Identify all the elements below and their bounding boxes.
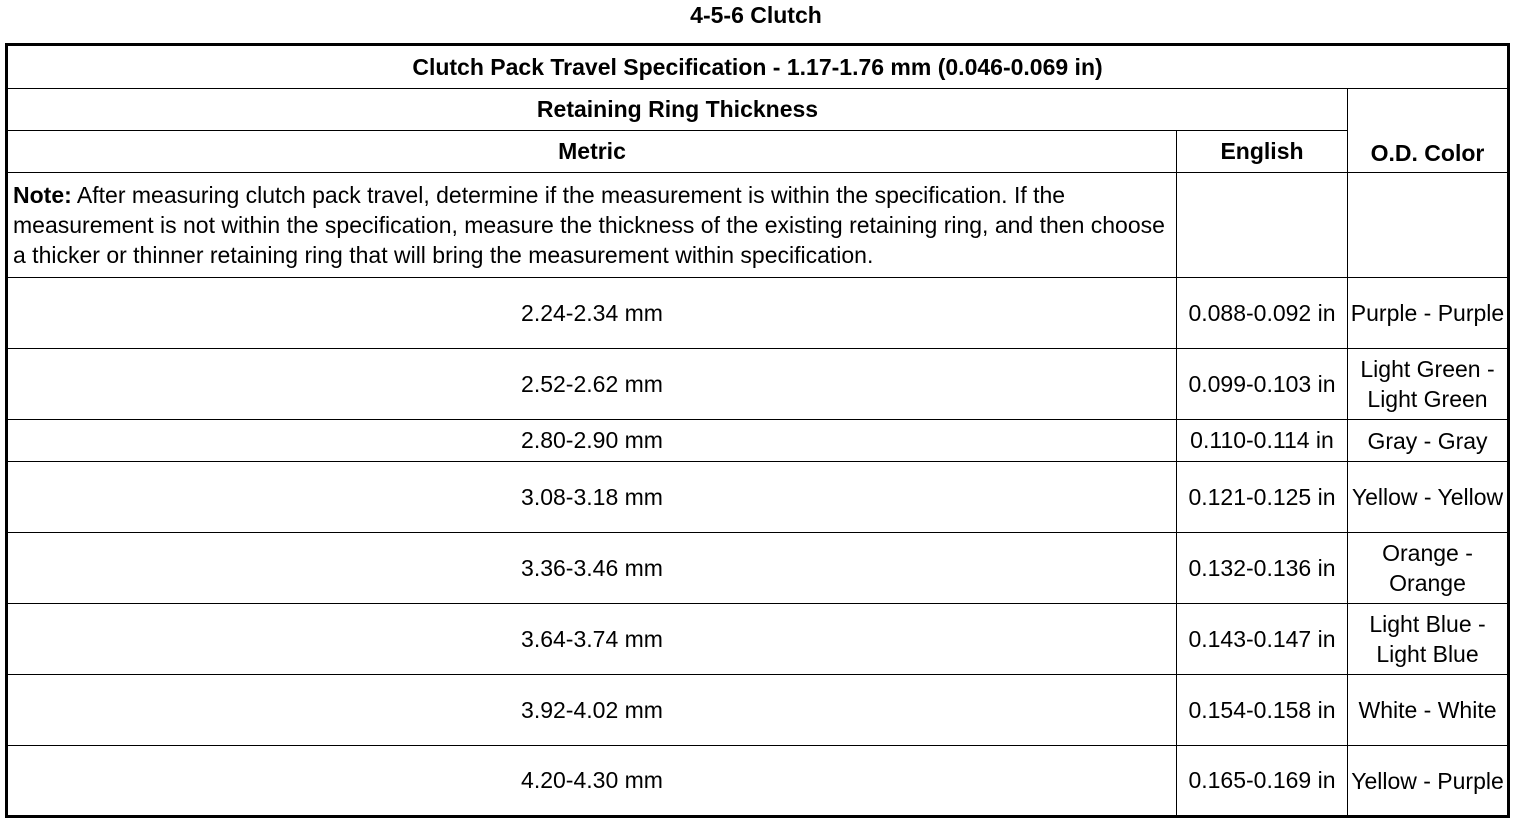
column-header-metric: Metric: [7, 131, 1177, 173]
english-cell: 0.165-0.169 in: [1177, 746, 1348, 817]
note-empty-cell: [1348, 173, 1509, 278]
metric-cell: 3.08-3.18 mm: [7, 462, 1177, 533]
table-row: [7, 604, 1509, 675]
note-cell: [7, 173, 1177, 278]
retaining-ring-spec-table: [5, 43, 1510, 818]
english-cell: 0.099-0.103 in: [1177, 349, 1348, 420]
english-cell: 0.154-0.158 in: [1177, 675, 1348, 746]
page-title: 4-5-6 Clutch: [690, 2, 822, 28]
english-cell: 0.143-0.147 in: [1177, 604, 1348, 675]
metric-cell: 3.64-3.74 mm: [7, 604, 1177, 675]
english-cell: 0.121-0.125 in: [1177, 462, 1348, 533]
od-color-cell: Purple - Purple: [1348, 278, 1509, 349]
od-color-cell: Light Blue - Light Blue: [1348, 604, 1509, 675]
od-color-cell: Yellow - Purple: [1348, 746, 1509, 817]
column-header-od-color: O.D. Color: [1348, 89, 1509, 173]
note-label: Note:: [13, 182, 72, 208]
table-title: Clutch Pack Travel Specification - 1.17-1.76 mm (0.046-0.069 in): [7, 45, 1509, 89]
english-cell: 0.088-0.092 in: [1177, 278, 1348, 349]
metric-cell: 2.80-2.90 mm: [7, 420, 1177, 462]
table-row: [7, 746, 1509, 817]
metric-cell: 3.92-4.02 mm: [7, 675, 1177, 746]
table-row: [7, 278, 1509, 349]
metric-cell: 3.36-3.46 mm: [7, 533, 1177, 604]
table-row: [7, 462, 1509, 533]
od-color-cell: Gray - Gray: [1348, 420, 1509, 462]
table-row: [7, 533, 1509, 604]
od-color-cell: White - White: [1348, 675, 1509, 746]
table-row: [7, 349, 1509, 420]
metric-cell: 4.20-4.30 mm: [7, 746, 1177, 817]
metric-cell: 2.52-2.62 mm: [7, 349, 1177, 420]
note-text: After measuring clutch pack travel, determine if the measurement is within the specification. If the measurement is not within the specification, measure the thickness of the existing retaining ring, and then choose a thicker or thinner retaining ring that will bring the measurement within specification.: [13, 182, 1165, 268]
od-color-cell: Yellow - Yellow: [1348, 462, 1509, 533]
table-row: [7, 675, 1509, 746]
od-color-cell: Light Green - Light Green: [1348, 349, 1509, 420]
english-cell: 0.132-0.136 in: [1177, 533, 1348, 604]
note-empty-cell: [1177, 173, 1348, 278]
english-cell: 0.110-0.114 in: [1177, 420, 1348, 462]
group-header-retaining-ring-thickness: Retaining Ring Thickness: [7, 89, 1348, 131]
od-color-cell: Orange - Orange: [1348, 533, 1509, 604]
table-row: [7, 420, 1509, 462]
column-header-english: English: [1177, 131, 1348, 173]
metric-cell: 2.24-2.34 mm: [7, 278, 1177, 349]
